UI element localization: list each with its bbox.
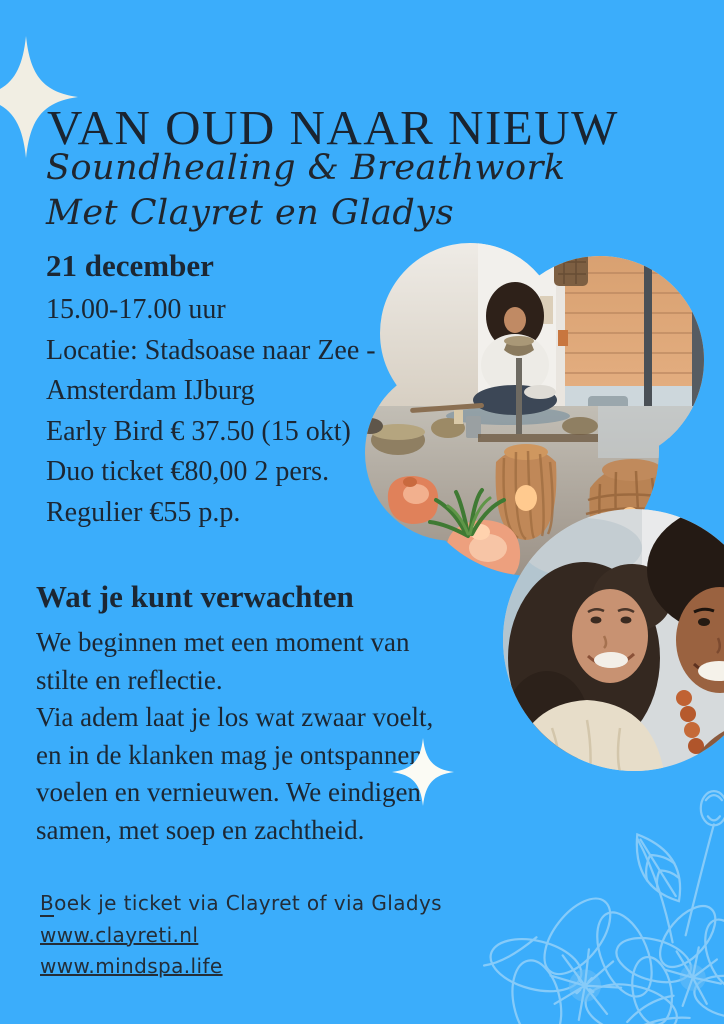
subtitle-script [46, 146, 566, 236]
event-location-line: Amsterdam IJburg [46, 375, 255, 406]
booking-intro-initial: B [40, 891, 55, 915]
price-regular: Regulier €55 p.p. [46, 496, 241, 528]
event-time: 15.00-17.00 uur [46, 294, 226, 325]
subtitle-line: Soundhealing & Breathwork [46, 148, 566, 188]
flower-line-art-icon [476, 776, 724, 1024]
booking-intro-rest: oek je ticket via Clayret of via Gladys [54, 891, 443, 915]
sparkle-icon [392, 738, 454, 806]
clayret-gladys-photo [492, 508, 724, 772]
link-clayreti[interactable]: www.clayreti.nl [40, 922, 199, 947]
expectation-line: voelen en vernieuwen. We eindigen [36, 777, 421, 807]
expectation-line: We beginnen met een moment van [36, 627, 410, 657]
event-location-line: Locatie: Stadsoase naar Zee - [46, 334, 376, 366]
link-mindspa[interactable]: www.mindspa.life [40, 954, 223, 978]
expectations-heading: Wat je kunt verwachten [36, 579, 354, 614]
expectation-line: samen, met soep en zachtheid. [36, 814, 365, 845]
price-duo-ticket: Duo ticket €80,00 2 pers. [46, 456, 330, 487]
event-date: 21 december [46, 248, 214, 283]
booking-section [40, 888, 442, 983]
subtitle-line: Met Clayret en Gladys [46, 193, 455, 233]
expectation-line: en in de klanken mag je ontspannen, [36, 739, 430, 770]
page-title: VAN OUD NAAR NIEUW [47, 99, 619, 155]
expectation-line: stilte en reflectie. [36, 664, 223, 695]
expectation-line: Via adem laat je los wat zwaar voelt, [36, 702, 434, 732]
event-details [46, 248, 376, 533]
price-early-bird: Early Bird € 37.50 (15 okt) [46, 415, 351, 447]
expectations-section [36, 579, 506, 849]
booking-intro [40, 888, 442, 920]
